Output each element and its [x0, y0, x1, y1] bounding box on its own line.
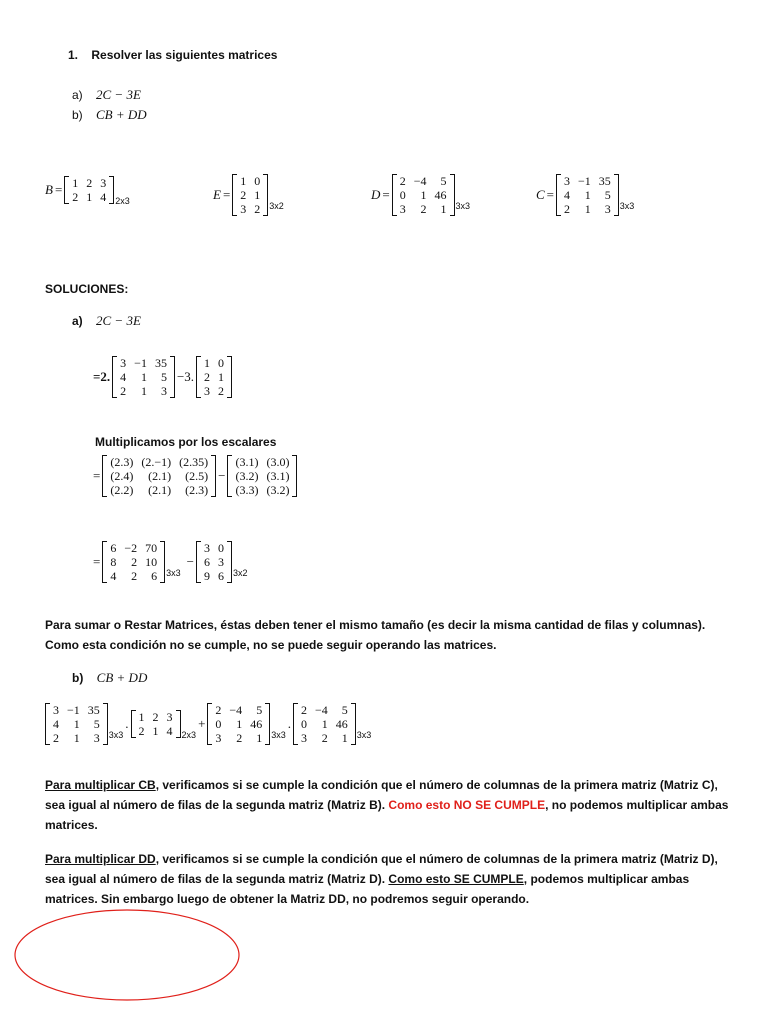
matrix-row — [116, 384, 171, 398]
matrix-row — [106, 469, 212, 483]
matrix-cell: 2 — [215, 703, 222, 717]
matrix-cell: 3 — [203, 541, 210, 555]
matrix-cell: 2 — [420, 202, 427, 216]
matrix-row — [560, 174, 615, 188]
matrix-B — [64, 176, 114, 204]
matrix-cell: 46 — [335, 717, 348, 731]
paragraph-cb — [45, 775, 735, 835]
matrix-cell: 3 — [160, 384, 167, 398]
matrix-row — [200, 541, 228, 555]
matrix-row — [135, 710, 177, 724]
matrix-table — [68, 176, 110, 204]
b-dot-1: . — [125, 716, 129, 731]
matrix-E — [232, 174, 268, 216]
matrix-cell: 5 — [256, 703, 263, 717]
matrix-row — [106, 483, 212, 497]
matrix-cell: 1 — [256, 731, 263, 745]
b-matrix-D2 — [293, 703, 356, 745]
matrix-cell: 0 — [215, 717, 222, 731]
matrix-table — [116, 356, 171, 398]
matrix-cell: 3 — [120, 356, 127, 370]
matrix-cell: 6 — [203, 555, 210, 569]
matrix-D-dim: 3x3 — [455, 201, 471, 212]
matrix-cell: 0 — [399, 188, 406, 202]
matrix-cell: 1 — [140, 370, 147, 384]
matrix-cell: 2 — [204, 370, 211, 384]
matrix-cell: 2 — [72, 190, 79, 204]
task-a-expr: 2C − 3E — [96, 87, 141, 102]
matrix-cell: −4 — [413, 174, 427, 188]
cb-text1: , verificamos si se cumple la condición que el número de columnas de la primera matriz (Matriz C), — [155, 778, 718, 792]
matrix-cell: 2 — [399, 174, 406, 188]
matrix-cell: 46 — [250, 717, 263, 731]
matrix-cell: 3 — [564, 174, 571, 188]
matrix-row — [200, 356, 228, 370]
task-a-label: a) — [72, 88, 83, 102]
matrix-cell: 35 — [598, 174, 611, 188]
heading-number: 1. — [68, 48, 79, 62]
matrix-C — [556, 174, 619, 216]
matrix-row — [211, 703, 266, 717]
matrix-cell: 4 — [53, 717, 59, 731]
matrix-cell: (2.2) — [110, 483, 134, 497]
matrix-row — [231, 483, 293, 497]
matrix-cell: 46 — [434, 188, 447, 202]
matrix-cell: 2 — [218, 384, 225, 398]
matrix-cell: 3 — [100, 176, 107, 190]
matrix-cell: 1 — [138, 710, 145, 724]
step3-prefix: = — [93, 554, 101, 569]
matrix-cell: (3.2) — [235, 469, 259, 483]
matrix-D-def: D = 2 −4 5 0 1 46 3 2 1 $_{3x3}$ — [371, 174, 471, 216]
matrix-cell: 4 — [166, 724, 173, 738]
matrix-cell: 2 — [131, 569, 138, 583]
matrix-cell: 0 — [300, 717, 307, 731]
solution-a-label: a) — [72, 314, 83, 328]
matrix-table — [49, 703, 104, 745]
matrix-table — [135, 710, 177, 738]
matrix-cell: 1 — [204, 356, 211, 370]
step3-matrix-left — [102, 541, 165, 583]
matrix-cell: 1 — [341, 731, 348, 745]
problem-heading — [68, 48, 277, 62]
matrix-cell: (3.2) — [266, 483, 290, 497]
red-ellipse-annotation — [10, 905, 245, 1005]
matrix-B-def: B = 1 2 3 2 1 4 $_{2x3}$ — [45, 176, 130, 207]
matrix-row — [200, 384, 228, 398]
matrix-cell: 4 — [120, 370, 127, 384]
b-matrix-B-dim: 2x3 — [181, 730, 197, 741]
task-b-label: b) — [72, 108, 83, 122]
paragraph-dd — [45, 849, 735, 909]
matrix-cell: 2 — [321, 731, 328, 745]
step2-matrix-right — [227, 455, 297, 497]
matrix-row — [231, 455, 293, 469]
dd-text2: sea igual al número de filas de la segunda matriz (Matriz D). — [45, 872, 389, 886]
matrix-table — [200, 356, 228, 398]
matrix-cell: 1 — [140, 384, 147, 398]
matrix-cell: 0 — [254, 174, 261, 188]
matrix-row — [396, 174, 451, 188]
matrix-cell: −1 — [134, 356, 147, 370]
matrix-table — [211, 703, 266, 745]
matrix-cell: 2 — [138, 724, 145, 738]
matrix-C-name: C — [536, 187, 545, 202]
step3-dim-right: 3x2 — [232, 568, 248, 579]
matrix-table — [236, 174, 264, 216]
matrix-cell: (2.1) — [148, 483, 172, 497]
matrix-cell: 5 — [604, 188, 611, 202]
matrix-row — [211, 717, 266, 731]
matrix-cell: 5 — [160, 370, 167, 384]
matrix-cell: (3.0) — [266, 455, 290, 469]
matrix-C-dim: 3x3 — [619, 201, 635, 212]
matrix-cell: 35 — [87, 703, 100, 717]
matrix-cell: 2 — [86, 176, 93, 190]
matrix-row — [135, 724, 177, 738]
matrix-cell: 10 — [145, 555, 158, 569]
matrix-row — [200, 370, 228, 384]
matrix-cell: −1 — [578, 174, 591, 188]
b-matrix-D1 — [207, 703, 270, 745]
solution-a-step3 — [91, 541, 248, 583]
matrix-cell: (2.−1) — [141, 455, 172, 469]
heading-title: Resolver las siguientes matrices — [91, 48, 278, 62]
matrix-table — [560, 174, 615, 216]
matrix-cell: 2 — [152, 710, 159, 724]
matrix-cell: 8 — [110, 555, 117, 569]
step1-prefix: =2. — [93, 369, 111, 384]
matrix-D — [392, 174, 455, 216]
matrix-row — [396, 202, 451, 216]
matrix-cell: 6 — [110, 541, 117, 555]
b-matrix-B — [131, 710, 181, 738]
matrix-row — [200, 569, 228, 583]
b-plus: + — [198, 716, 206, 731]
matrix-table — [231, 455, 293, 497]
matrix-cell: 3 — [604, 202, 611, 216]
step3-matrix-right — [196, 541, 232, 583]
matrix-cell: 1 — [240, 174, 247, 188]
matrix-row — [297, 703, 352, 717]
ellipse-shape — [15, 910, 239, 1000]
matrix-cell: 2 — [300, 703, 307, 717]
matrix-row — [116, 370, 171, 384]
matrix-cell: 1 — [86, 190, 93, 204]
cb-text4: matrices. — [45, 818, 98, 832]
matrix-cell: 3 — [240, 202, 247, 216]
matrix-E-def: E = 1 0 2 1 3 2 $_{3x2}$ — [213, 174, 284, 216]
solution-a-step2 — [91, 455, 297, 497]
matrix-table — [106, 541, 161, 583]
solution-b-expression — [45, 703, 371, 745]
matrix-cell: 0 — [218, 356, 225, 370]
matrix-row — [236, 174, 264, 188]
dd-text1: , verificamos si se cumple la condición que el número de columnas de la primera matriz (Matriz D), — [155, 852, 718, 866]
dd-title: Para multiplicar DD — [45, 852, 156, 866]
matrix-cell: 2 — [131, 555, 138, 569]
matrix-cell: 4 — [100, 190, 107, 204]
step2-matrix-left — [102, 455, 216, 497]
matrix-row — [560, 202, 615, 216]
matrix-cell: −4 — [229, 703, 243, 717]
solution-b-label: b) — [72, 671, 84, 685]
matrix-cell: 3 — [215, 731, 222, 745]
matrix-cell: 1 — [73, 731, 80, 745]
step2-minus: − — [218, 468, 226, 483]
task-b — [72, 106, 147, 124]
dd-text3: , podemos multiplicar ambas — [523, 872, 690, 886]
matrix-row — [211, 731, 266, 745]
cb-text3: , no podemos multiplicar ambas — [545, 798, 729, 812]
step3-dim-left: 3x3 — [166, 568, 181, 579]
conclusion-a-line1: Para sumar o Restar Matrices, éstas deben tener el mismo tamaño (es decir la misma cantidad de filas y columnas). — [45, 618, 706, 632]
matrix-cell: −1 — [67, 703, 80, 717]
b-matrix-C — [45, 703, 108, 745]
matrix-cell: 5 — [93, 717, 100, 731]
matrix-cell: 35 — [154, 356, 167, 370]
matrix-row — [231, 469, 293, 483]
matrix-cell: (3.1) — [235, 455, 259, 469]
matrix-cell: 0 — [217, 541, 224, 555]
matrix-row — [116, 356, 171, 370]
matrix-row — [106, 541, 161, 555]
matrix-cell: (2.5) — [185, 469, 209, 483]
matrix-row — [560, 188, 615, 202]
matrix-cell: 3 — [300, 731, 307, 745]
matrix-row — [68, 176, 110, 190]
matrix-cell: 4 — [110, 569, 117, 583]
matrix-row — [297, 717, 352, 731]
solutions-title: SOLUCIONES: — [45, 282, 129, 296]
matrix-cell: 9 — [203, 569, 210, 583]
matrix-row — [49, 731, 104, 745]
matrix-cell: 2 — [53, 731, 59, 745]
matrix-cell: 1 — [72, 176, 79, 190]
matrix-cell: 1 — [254, 188, 261, 202]
matrix-row — [106, 455, 212, 469]
matrix-E-name: E — [213, 187, 221, 202]
matrix-table — [200, 541, 228, 583]
matrix-cell: 3 — [399, 202, 406, 216]
matrix-cell: 70 — [145, 541, 158, 555]
b-dot-2: . — [287, 716, 291, 731]
matrix-cell: 5 — [341, 703, 348, 717]
cb-title: Para multiplicar CB — [45, 778, 156, 792]
matrix-row — [297, 731, 352, 745]
matrix-cell: (3.1) — [266, 469, 290, 483]
task-a — [72, 86, 141, 104]
matrix-cell: 3 — [166, 710, 173, 724]
matrix-cell: (2.35) — [179, 455, 209, 469]
matrix-cell: 2 — [240, 188, 247, 202]
matrix-cell: 2 — [120, 384, 127, 398]
matrix-cell: (2.1) — [148, 469, 172, 483]
matrix-C-def: C = 3 −1 35 4 1 5 2 1 3 $_{3x3}$ — [536, 174, 635, 216]
matrix-cell: 5 — [440, 174, 447, 188]
matrix-cell: 6 — [217, 569, 224, 583]
cb-text2: sea igual al número de filas de la segunda matriz (Matriz B). — [45, 798, 389, 812]
matrix-row — [200, 555, 228, 569]
matrix-cell: 1 — [73, 717, 80, 731]
task-b-expr: CB + DD — [96, 107, 147, 122]
solution-b-header — [72, 669, 147, 687]
dd-text4: matrices. Sin embargo luego de obtener la Matriz DD, no podremos seguir operando. — [45, 892, 530, 906]
matrix-cell: 3 — [93, 731, 100, 745]
step2-prefix: = — [93, 468, 101, 483]
solution-b-expr: CB + DD — [96, 670, 148, 685]
step1-matrix-E — [196, 356, 232, 398]
matrix-cell: 1 — [152, 724, 159, 738]
matrix-B-dim: 2x3 — [115, 196, 130, 207]
b-matrix-D2-dim: 3x3 — [356, 730, 372, 741]
matrix-cell: 1 — [440, 202, 447, 216]
matrix-cell: (3.3) — [235, 483, 259, 497]
conclusion-a-line2: Como esta condición no se cumple, no se puede seguir operando las matrices. — [45, 638, 497, 652]
matrix-cell: 2 — [564, 202, 571, 216]
matrix-cell: (2.3) — [185, 483, 209, 497]
step1-minus: −3. — [176, 369, 195, 384]
solution-a-header — [72, 312, 141, 330]
matrix-cell: 1 — [236, 717, 243, 731]
matrix-row — [49, 703, 104, 717]
matrix-E-dim: 3x2 — [269, 201, 284, 212]
solution-a-expr: 2C − 3E — [96, 313, 141, 328]
matrix-row — [236, 188, 264, 202]
step3-minus: − — [186, 554, 194, 569]
matrix-cell: −2 — [124, 541, 138, 555]
matrix-cell: 1 — [584, 188, 591, 202]
matrix-row — [68, 190, 110, 204]
step1-matrix-C — [112, 356, 175, 398]
matrix-cell: 3 — [53, 703, 59, 717]
matrix-table — [396, 174, 451, 216]
cb-red-text: Como esto NO SE CUMPLE — [388, 798, 546, 812]
matrix-row — [396, 188, 451, 202]
matrix-row — [106, 555, 161, 569]
matrix-row — [49, 717, 104, 731]
matrix-cell: 4 — [564, 188, 571, 202]
b-matrix-D1-dim: 3x3 — [271, 730, 286, 741]
matrix-cell: 1 — [584, 202, 591, 216]
matrix-cell: 2 — [254, 202, 261, 216]
matrix-cell: 3 — [217, 555, 224, 569]
matrix-cell: (2.3) — [110, 455, 134, 469]
matrix-table — [106, 455, 212, 497]
matrix-cell: 3 — [204, 384, 211, 398]
dd-underlined: Como esto SE CUMPLE — [388, 872, 524, 886]
matrix-cell: 1 — [218, 370, 225, 384]
matrix-table — [297, 703, 352, 745]
conclusion-a — [45, 615, 735, 655]
matrix-cell: 6 — [151, 569, 158, 583]
matrix-row — [106, 569, 161, 583]
b-matrix-C-dim: 3x3 — [108, 730, 124, 741]
matrix-cell: −4 — [314, 703, 328, 717]
multiply-note: Multiplicamos por los escalares — [95, 435, 277, 449]
solution-a-step1 — [91, 356, 232, 398]
matrix-D-name: D — [371, 187, 381, 202]
matrix-row — [236, 202, 264, 216]
matrix-cell: (2.4) — [110, 469, 134, 483]
matrix-cell: 1 — [420, 188, 427, 202]
matrix-cell: 2 — [236, 731, 243, 745]
matrix-B-name: B — [45, 182, 53, 197]
matrix-cell: 1 — [321, 717, 328, 731]
